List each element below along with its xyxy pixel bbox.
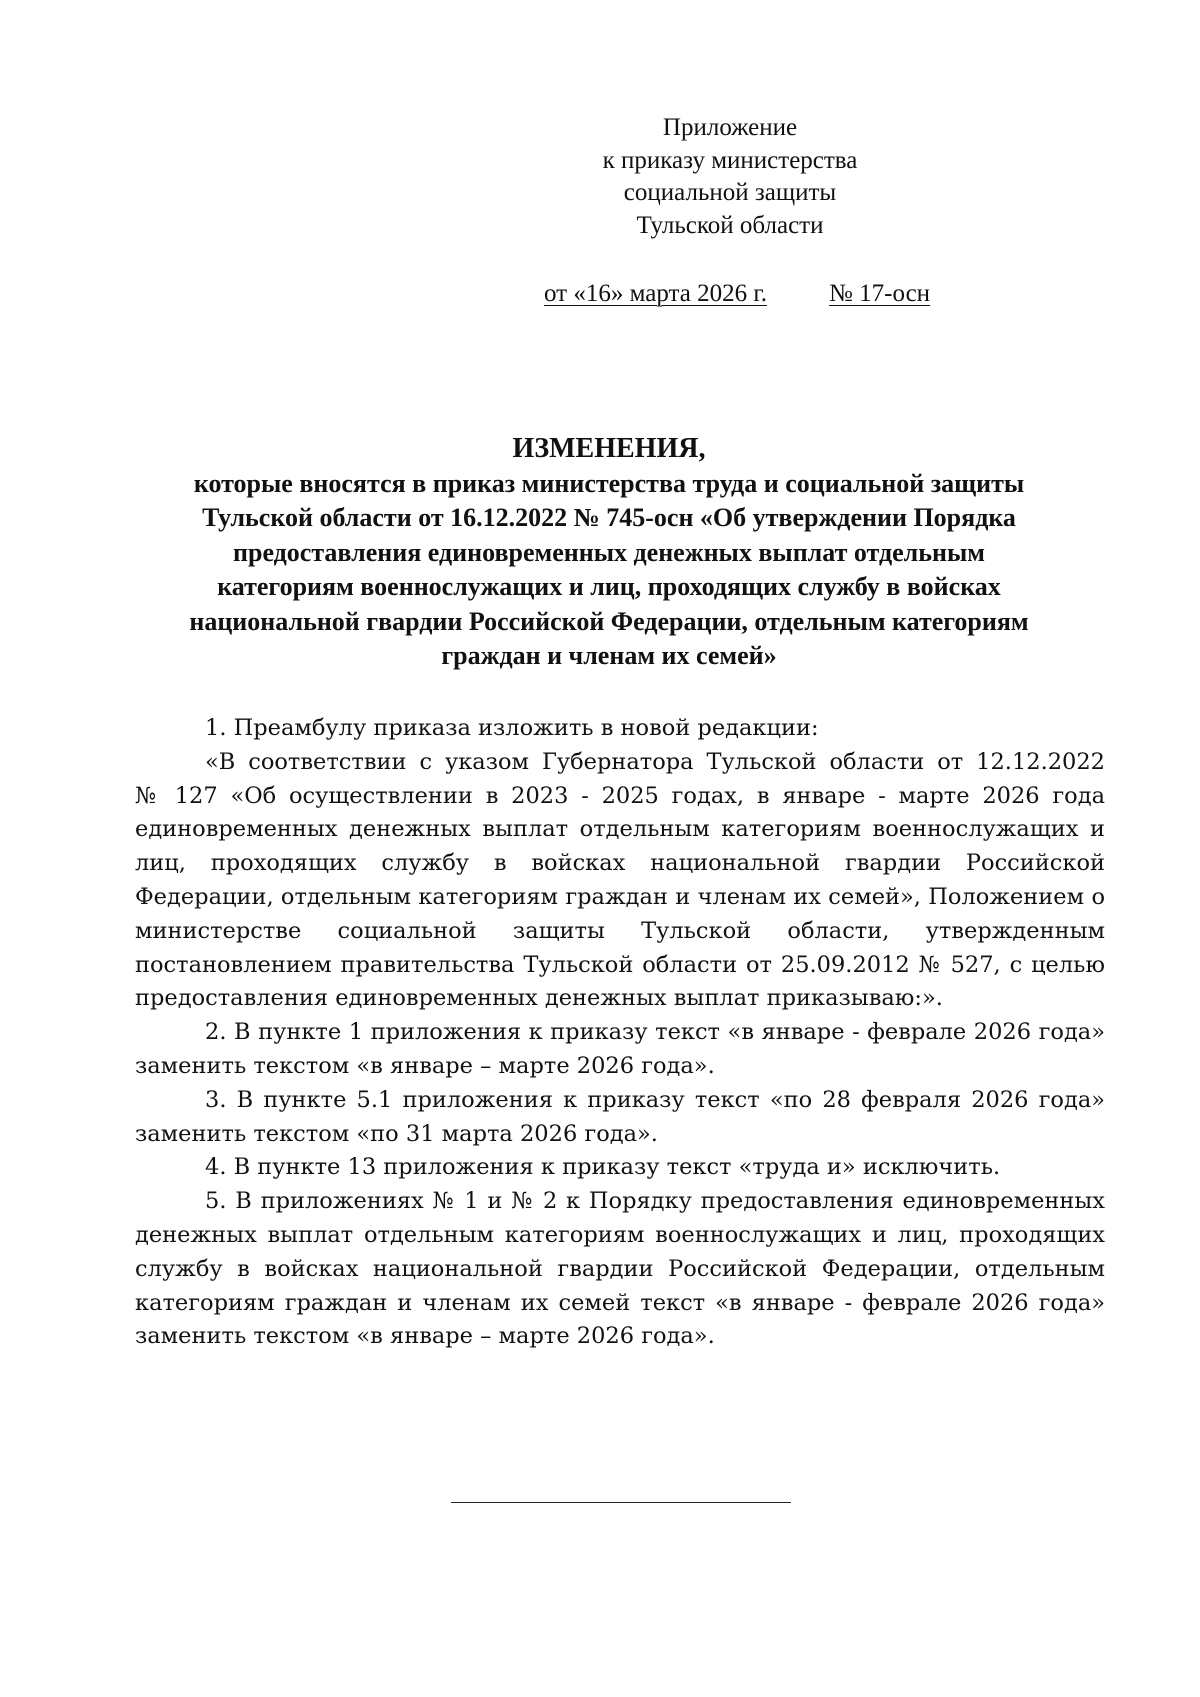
paragraph-1: 1. Преамбулу приказа изложить в новой редакции: [205, 715, 819, 741]
heading-line: Тульской области от 16.12.2022 № 745-осн «Об утверждении Порядка [202, 503, 1016, 532]
order-reference [544, 278, 930, 310]
heading-line: категориям военнослужащих и лиц, проходящих службу в войсках [217, 572, 1001, 601]
appendix-line: Приложение [662, 114, 798, 141]
paragraph-5-line: службу в войсках национальной гвардии Российской Федерации, отдельным [135, 1255, 1105, 1282]
appendix-header [560, 112, 900, 242]
closing-separator-line [451, 1502, 791, 1503]
heading-line: граждан и членам их семей» [441, 641, 777, 670]
paragraph-2-line: 2. В пункте 1 приложения к приказу текст «в январе - феврале 2026 года» [205, 1019, 1105, 1046]
heading-line: которые вносятся в приказ министерства труда и социальной защиты [193, 468, 1025, 498]
paragraph-5-line: категориям граждан и членам их семей текст «в январе - феврале 2026 года» [135, 1289, 1105, 1316]
paragraph-5-line: заменить текстом «в январе – марте 2026 года». [135, 1323, 715, 1350]
heading-line: предоставления единовременных денежных выплат отдельным [233, 537, 985, 567]
paragraph-2-line: заменить текстом «в январе – марте 2026 года». [135, 1052, 715, 1079]
document-body [135, 712, 1105, 1354]
paragraph-3-line: 3. В пункте 5.1 приложения к приказу текст «по 28 февраля 2026 года» [205, 1086, 1105, 1113]
quote-line: «В соответствии с указом Губернатора Тульской области от 12.12.2022 [205, 748, 1105, 775]
order-number: № 17-осн [829, 280, 931, 307]
quote-line: министерстве социальной защиты Тульской области, утвержденным [135, 917, 1105, 944]
quote-line: Федерации, отдельным категориям граждан и членам их семей», Положением о [135, 883, 1105, 910]
document-heading [134, 432, 1084, 674]
quote-line: предоставления единовременных денежных выплат приказываю:». [135, 985, 943, 1012]
heading-title: ИЗМЕНЕНИЯ, [512, 433, 706, 464]
appendix-line: Тульской области [636, 211, 824, 239]
paragraph-4: 4. В пункте 13 приложения к приказу текст «труда и» исключить. [205, 1154, 1001, 1181]
appendix-line: социальной защиты [623, 179, 837, 206]
quote-line: постановлением правительства Тульской области от 25.09.2012 № 527, с целью [135, 951, 1105, 978]
paragraph-5-line: 5. В приложениях № 1 и № 2 к Порядку предоставления единовременных [205, 1188, 1105, 1215]
order-date: от «16» марта 2026 г. [544, 280, 768, 307]
heading-line: национальной гвардии Российской Федерации, отдельным категориям [189, 606, 1029, 636]
paragraph-5-line: денежных выплат отдельным категориям военнослужащих и лиц, проходящих [135, 1221, 1105, 1248]
quote-line: лиц, проходящих службу в войсках национальной гвардии Российской [135, 850, 1105, 877]
appendix-line: к приказу министерства [602, 146, 858, 174]
quote-line: единовременных денежных выплат отдельным категориям военнослужащих и [135, 816, 1105, 843]
quote-line: № 127 «Об осуществлении в 2023 - 2025 годах, в январе - марте 2026 года [135, 782, 1105, 809]
paragraph-3-line: заменить текстом «по 31 марта 2026 года». [135, 1120, 658, 1147]
